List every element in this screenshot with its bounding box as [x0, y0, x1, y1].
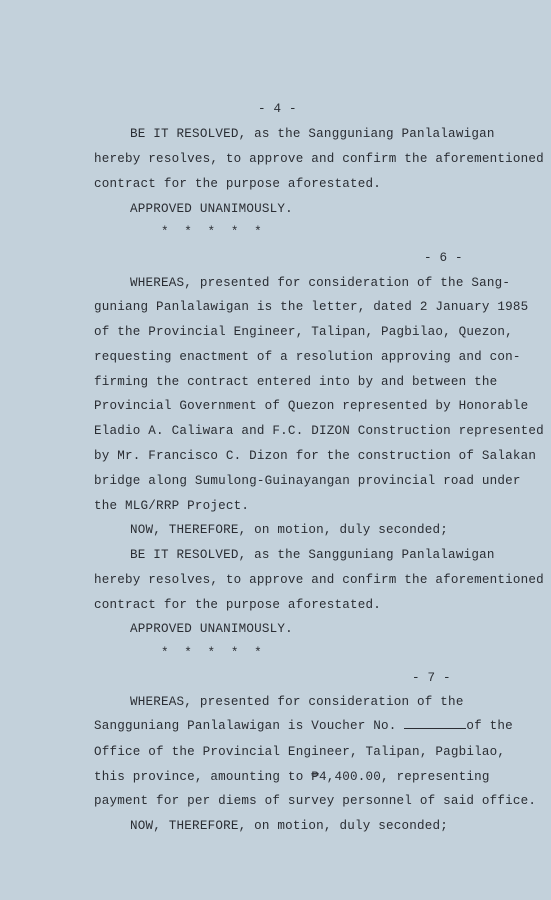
resolution-line: contract for the purpose aforestated. [94, 177, 382, 191]
section-number: - 6 - [424, 251, 463, 265]
whereas-line: Eladio A. Caliwara and F.C. DIZON Construction represented [94, 424, 544, 438]
whereas-line: by Mr. Francisco C. Dizon for the construction of Salakan [94, 449, 537, 463]
section-separator: * * * * * [161, 225, 262, 239]
page-number: - 4 - [258, 102, 297, 116]
motion-line: NOW, THEREFORE, on motion, duly seconded; [130, 819, 449, 833]
voucher-number-blank [404, 718, 466, 729]
section-separator: * * * * * [161, 646, 262, 660]
whereas-line [94, 718, 513, 734]
resolution-line: BE IT RESOLVED, as the Sangguniang Panlalawigan [130, 127, 495, 141]
whereas-line: requesting enactment of a resolution approving and con- [94, 350, 521, 364]
motion-line: NOW, THEREFORE, on motion, duly seconded; [130, 523, 449, 537]
resolution-line: BE IT RESOLVED, as the Sangguniang Panlalawigan [130, 548, 495, 562]
resolution-line: contract for the purpose aforestated. [94, 598, 382, 612]
whereas-line: payment for per diems of survey personnel of said office. [94, 794, 537, 808]
whereas-line: WHEREAS, presented for consideration of the [130, 695, 464, 709]
whereas-line: bridge along Sumulong-Guinayangan provincial road under [94, 474, 521, 488]
whereas-line: Office of the Provincial Engineer, Talipan, Pagbilao, [94, 745, 506, 759]
approval-text: APPROVED UNANIMOUSLY. [130, 202, 293, 216]
approval-text: APPROVED UNANIMOUSLY. [130, 622, 293, 636]
voucher-text-end: of the [466, 719, 513, 733]
whereas-line: Provincial Government of Quezon represented by Honorable [94, 399, 529, 413]
section-number: - 7 - [412, 671, 451, 685]
whereas-line: the MLG/RRP Project. [94, 499, 250, 513]
whereas-line: this province, amounting to ₱4,400.00, representing [94, 770, 490, 784]
whereas-line: guniang Panlalawigan is the letter, dated 2 January 1985 [94, 300, 529, 314]
whereas-line: WHEREAS, presented for consideration of the Sang- [130, 276, 511, 290]
whereas-line: of the Provincial Engineer, Talipan, Pagbilao, Quezon, [94, 325, 513, 339]
voucher-text: Sangguniang Panlalawigan is Voucher No. [94, 719, 397, 733]
whereas-line: firming the contract entered into by and between the [94, 375, 498, 389]
resolution-line: hereby resolves, to approve and confirm the aforementioned [94, 152, 544, 166]
resolution-line: hereby resolves, to approve and confirm the aforementioned [94, 573, 544, 587]
